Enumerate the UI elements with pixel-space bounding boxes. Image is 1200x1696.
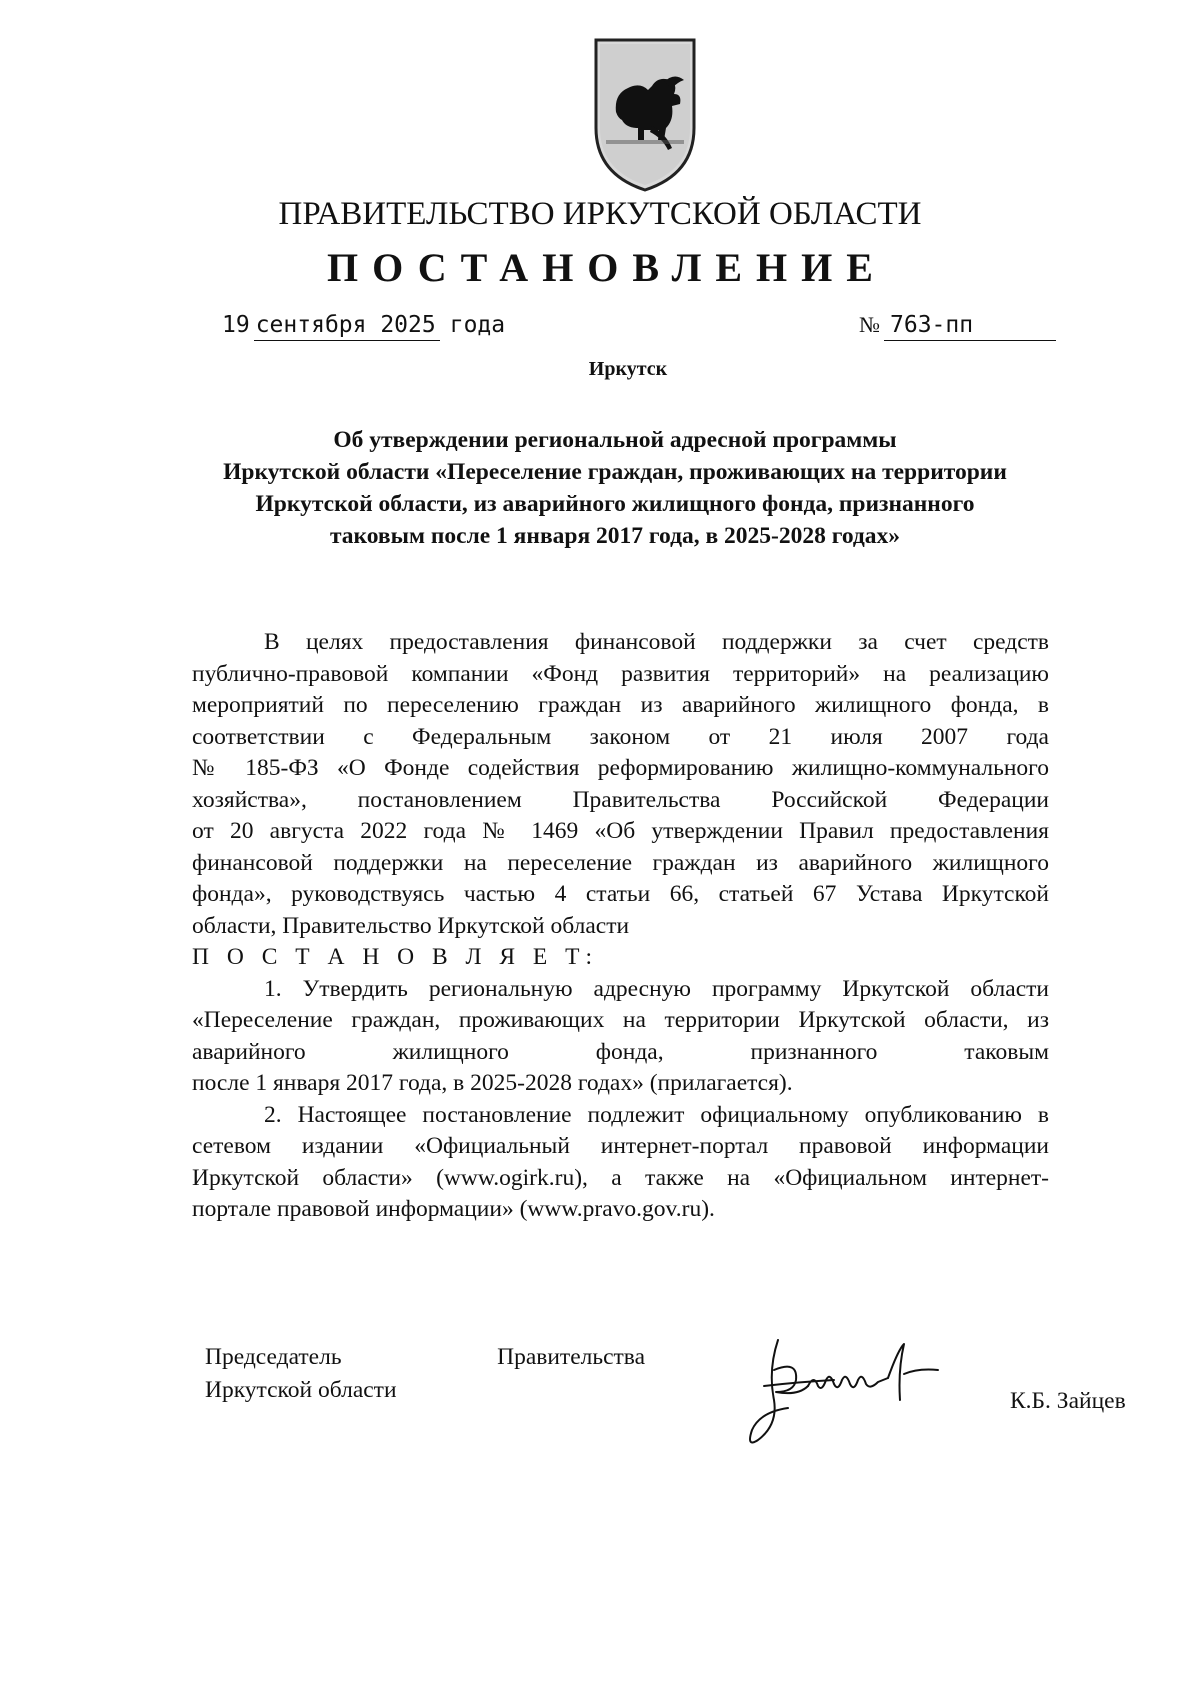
item2-line: Иркутской области» (www.ogirk.ru), а также на «Официальном интернет- — [192, 1164, 1049, 1191]
item2-line: 2. Настоящее постановление подлежит официальному опубликованию в — [264, 1101, 1049, 1128]
signer-position-line1 — [205, 1341, 645, 1374]
government-title: ПРАВИТЕЛЬСТВО ИРКУТСКОЙ ОБЛАСТИ — [278, 196, 922, 232]
body-line: № 185-ФЗ «О Фонде содействия реформированию жилищно-коммунального — [192, 755, 1049, 781]
heading-line: Об утверждении региональной адресной программы — [333, 427, 897, 453]
signer-name: К.Б. Зайцев — [1010, 1388, 1126, 1414]
item1-line: аварийного жилищного фонда, признанного таковым — [192, 1038, 1049, 1065]
item1-line: 1. Утвердить региональную адресную программу Иркутской области — [264, 975, 1049, 1002]
item2-line: портале правовой информации» (www.pravo.gov.ru). — [192, 1196, 715, 1222]
document-number — [859, 312, 1056, 341]
coat-of-arms-icon — [592, 36, 698, 194]
city-name: Иркутск — [588, 358, 668, 380]
decree-word: П О С Т А Н О В Л Я Е Т: — [192, 944, 599, 970]
date-day: 19 — [222, 312, 250, 338]
document-type-title: ПОСТАНОВЛЕНИЕ — [327, 245, 887, 290]
body-line: В целях предоставления финансовой поддержки за счет средств — [264, 629, 1049, 655]
date-suffix: года — [449, 312, 506, 338]
item1-line: «Переселение граждан, проживающих на территории Иркутской области, из — [192, 1007, 1049, 1033]
heading-line: Иркутской области, из аварийного жилищного фонда, признанного — [255, 491, 975, 517]
body-line: финансовой поддержки на переселение граждан из аварийного жилищного — [192, 849, 1049, 876]
signer-position-line2: Иркутской области — [205, 1377, 397, 1403]
date-month-year: сентября 2025 — [254, 312, 440, 341]
position-word: Правительства — [497, 1344, 645, 1370]
heading-line: Иркутской области «Переселение граждан, проживающих на территории — [223, 459, 1007, 485]
body-line: соответствии с Федеральным законом от 21 июля 2007 года — [192, 723, 1049, 750]
position-word: Председатель — [205, 1344, 342, 1370]
handwritten-signature-icon — [738, 1330, 1008, 1450]
body-line: фонда», руководствуясь частью 4 статьи 66, статьей 67 Устава Иркутской — [192, 881, 1049, 907]
number-sign: № — [859, 312, 880, 337]
item1-line: после 1 января 2017 года, в 2025-2028 годах» (прилагается). — [192, 1070, 793, 1096]
heading-line: таковым после 1 января 2017 года, в 2025-2028 годах» — [329, 523, 901, 549]
body-line: публично-правовой компании «Фонд развития территорий» на реализацию — [192, 660, 1049, 687]
body-line: от 20 августа 2022 года № 1469 «Об утверждении Правил предоставления — [192, 818, 1049, 844]
document-date — [222, 312, 505, 341]
body-line: мероприятий по переселению граждан из аварийного жилищного фонда, в — [192, 692, 1049, 718]
signer-position — [205, 1341, 645, 1407]
body-line: области, Правительство Иркутской области — [192, 912, 630, 939]
document-body — [192, 627, 1049, 1226]
document-heading — [180, 424, 1050, 552]
item2-line: сетевом издании «Официальный интернет-портал правовой информации — [192, 1133, 1049, 1159]
number-value: 763-пп — [884, 312, 1056, 341]
body-line: хозяйства», постановлением Правительства Российской Федерации — [192, 786, 1049, 813]
